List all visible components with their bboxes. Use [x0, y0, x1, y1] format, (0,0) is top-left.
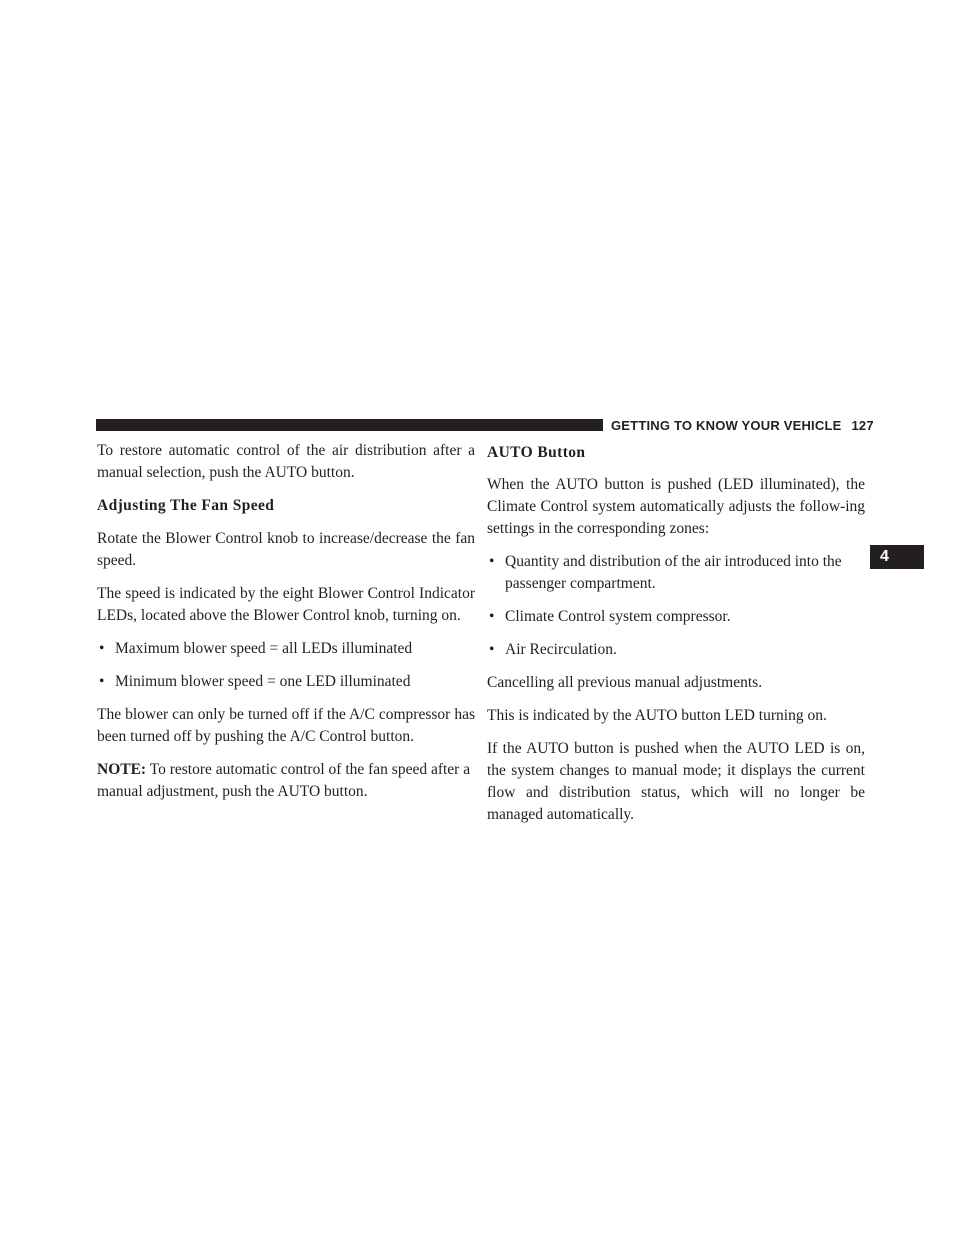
- left-column: [97, 440, 475, 814]
- paragraph-rotate-knob: Rotate the Blower Control knob to increase/decrease the fan speed.: [97, 530, 475, 569]
- heading-fan-speed: Adjusting The Fan Speed: [97, 497, 275, 514]
- list-item: • Climate Control system compressor.: [487, 606, 865, 628]
- paragraph-restore-distribution: To restore automatic control of the air distribution after a manual selection, push the AUTO button.: [97, 442, 475, 481]
- note-text: To restore automatic control of the fan speed after a manual adjustment, push the AUTO button.: [97, 761, 471, 800]
- section-title: GETTING TO KNOW YOUR VEHICLE: [611, 418, 842, 433]
- heading-auto-button: AUTO Button: [487, 444, 586, 461]
- list-item: • Quantity and distribution of the air introduced into the passenger compartment.: [487, 551, 865, 595]
- header-rule: [96, 419, 603, 431]
- list-item: • Air Recirculation.: [487, 639, 865, 661]
- running-header: [611, 418, 874, 434]
- blower-speed-list: [97, 638, 475, 693]
- paragraph-speed-indicated: The speed is indicated by the eight Blower Control Indicator LEDs, located above the Blower Control knob, turning on.: [97, 585, 475, 624]
- paragraph-blower-off: The blower can only be turned off if the A/C compressor has been turned off by pushing the A/C Control button.: [97, 706, 475, 745]
- note-paragraph: [97, 759, 475, 803]
- page-number: 127: [851, 418, 874, 433]
- auto-settings-list: [487, 551, 865, 661]
- right-column: [487, 442, 865, 837]
- note-label: NOTE:: [97, 761, 147, 778]
- chapter-tab: 4: [870, 545, 924, 569]
- paragraph-indicated-led: This is indicated by the AUTO button LED turning on.: [487, 707, 827, 724]
- list-item: • Maximum blower speed = all LEDs illuminated: [97, 638, 475, 660]
- paragraph-cancelling: Cancelling all previous manual adjustments.: [487, 674, 763, 691]
- paragraph-auto-pushed: When the AUTO button is pushed (LED illuminated), the Climate Control system automatically adjusts the follow-ing settings in the corresponding zones:: [487, 476, 865, 537]
- paragraph-manual-mode: If the AUTO button is pushed when the AUTO LED is on, the system changes to manual mode; it displays the current flow and distribution status, which will no longer be managed automatically.: [487, 740, 865, 823]
- list-item: • Minimum blower speed = one LED illuminated: [97, 671, 475, 693]
